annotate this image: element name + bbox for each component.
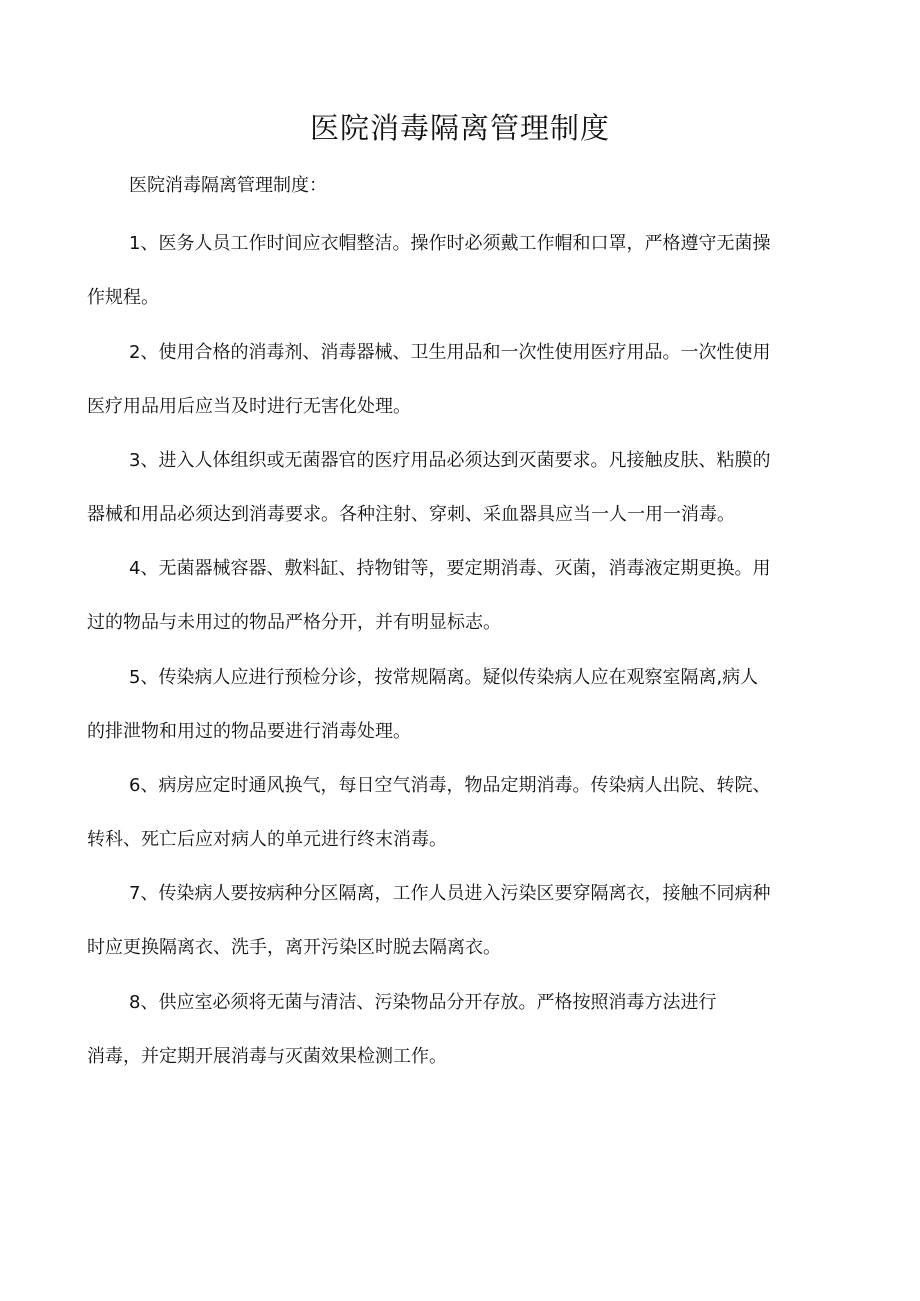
clause-6-line-2: 转科、死亡后应对病人的单元进行终末消毒。 <box>87 829 447 850</box>
clause-2 <box>87 339 847 421</box>
clause-8 <box>87 989 847 1071</box>
clause-3 <box>87 447 847 529</box>
clause-1 <box>87 230 847 312</box>
clause-7-line-2: 时应更换隔离衣、洗手，离开污染区时脱去隔离衣。 <box>87 937 501 958</box>
clause-2-line-2: 医疗用品用后应当及时进行无害化处理。 <box>87 396 411 417</box>
clause-8-line-2: 消毒，并定期开展消毒与灭菌效果检测工作。 <box>87 1046 447 1067</box>
clause-4-line-1: 4、无菌器械容器、敷料缸、持物钳等，要定期消毒、灭菌，消毒液定期更换。用 <box>129 558 771 579</box>
document-title: 医院消毒隔离管理制度 <box>309 111 610 145</box>
clause-7-line-1: 7、传染病人要按病种分区隔离，工作人员进入污染区要穿隔离衣，接触不同病种 <box>129 883 771 904</box>
clause-4-line-2: 过的物品与未用过的物品严格分开，并有明显标志。 <box>87 612 501 633</box>
clause-1-line-2: 作规程。 <box>87 287 159 308</box>
clause-1-line-1: 1、医务人员工作时间应衣帽整洁。操作时必须戴工作帽和口罩，严格遵守无菌操 <box>129 233 771 254</box>
clause-5 <box>87 664 847 746</box>
clause-3-line-1: 3、进入人体组织或无菌器官的医疗用品必须达到灭菌要求。凡接触皮肤、粘膜的 <box>129 450 771 471</box>
intro-line: 医院消毒隔离管理制度： <box>129 175 327 196</box>
clause-5-line-2: 的排泄物和用过的物品要进行消毒处理。 <box>87 721 411 742</box>
clause-7 <box>87 880 847 962</box>
clause-6 <box>87 772 847 854</box>
clause-5-line-1: 5、传染病人应进行预检分诊，按常规隔离。疑似传染病人应在观察室隔离,病人 <box>129 667 759 688</box>
clause-6-line-1: 6、病房应定时通风换气，每日空气消毒，物品定期消毒。传染病人出院、转院、 <box>129 775 771 796</box>
clause-3-line-2: 器械和用品必须达到消毒要求。各种注射、穿刺、采血器具应当一人一用一消毒。 <box>87 504 735 525</box>
clause-2-line-1: 2、使用合格的消毒剂、消毒器械、卫生用品和一次性使用医疗用品。一次性使用 <box>129 342 771 363</box>
clause-8-line-1: 8、供应室必须将无菌与清洁、污染物品分开存放。严格按照消毒方法进行 <box>129 992 717 1013</box>
clause-4 <box>87 555 847 637</box>
